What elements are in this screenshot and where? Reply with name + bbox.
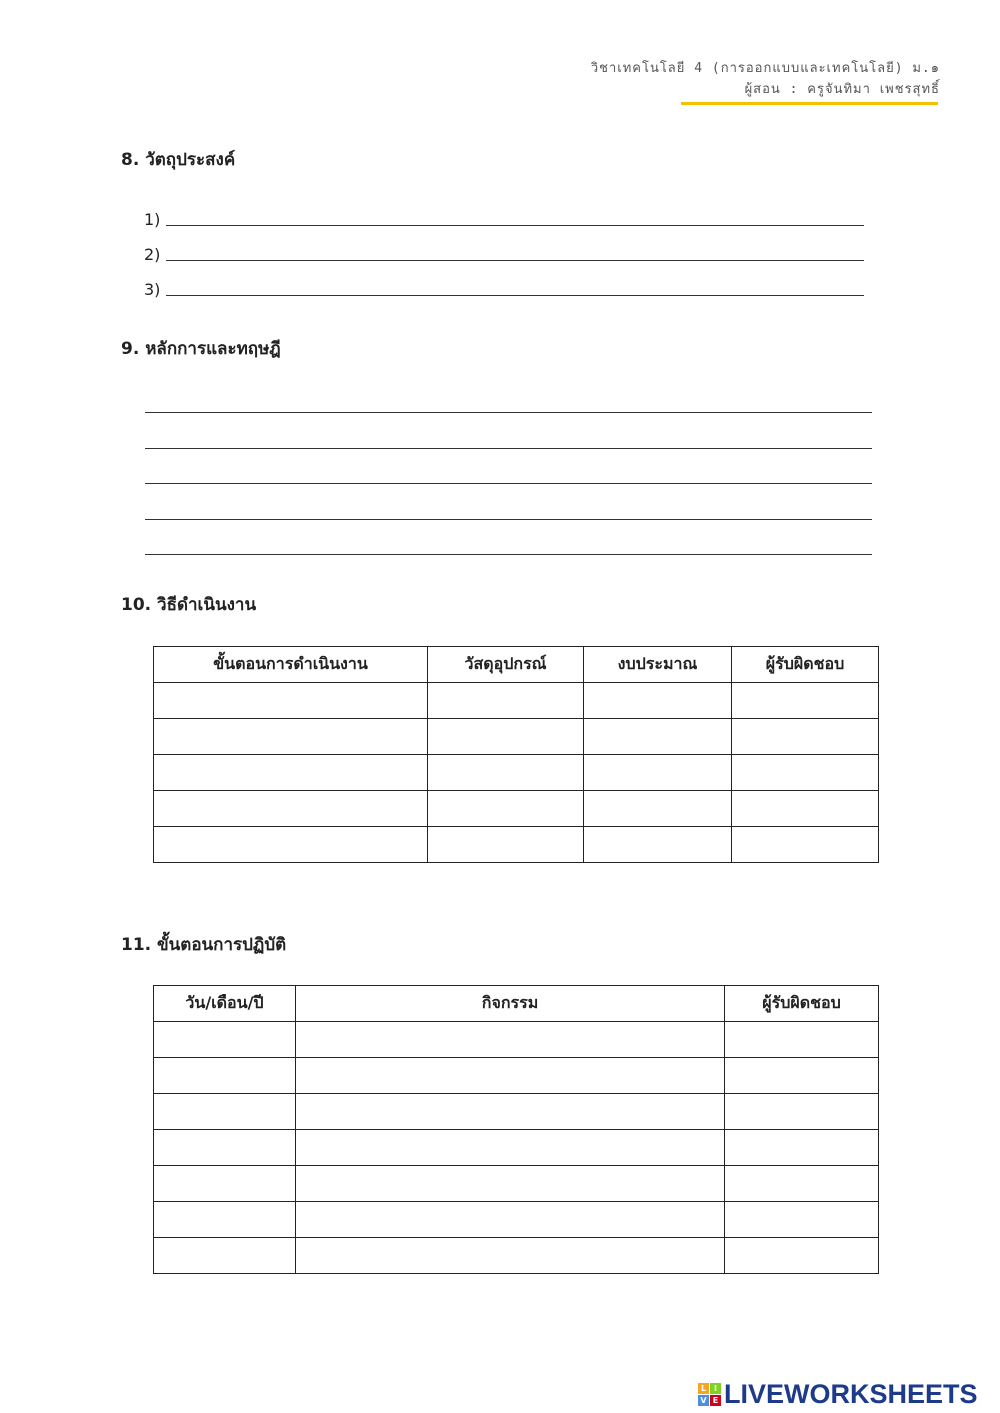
table-cell[interactable] <box>296 1166 725 1202</box>
objective-number: 2) <box>144 245 161 264</box>
column-header-responsible: ผู้รับผิดชอบ <box>732 647 879 683</box>
table-cell[interactable] <box>428 791 584 827</box>
table-cell[interactable] <box>154 683 428 719</box>
liveworksheets-wordmark: LIVEWORKSHEETS <box>724 1378 978 1409</box>
liveworksheets-logo[interactable] <box>698 1377 978 1411</box>
table-cell[interactable] <box>584 755 732 791</box>
table-cell[interactable] <box>296 1238 725 1274</box>
page-header <box>591 58 940 100</box>
table-cell[interactable] <box>428 827 584 863</box>
table-row <box>154 683 879 719</box>
column-header-responsible: ผู้รับผิดชอบ <box>725 986 879 1022</box>
table-cell[interactable] <box>154 791 428 827</box>
table-cell[interactable] <box>154 1130 296 1166</box>
table-cell[interactable] <box>154 827 428 863</box>
table-cell[interactable] <box>296 1022 725 1058</box>
column-header-steps: ขั้นตอนการดำเนินงาน <box>154 647 428 683</box>
table-cell[interactable] <box>428 755 584 791</box>
table-row <box>154 719 879 755</box>
table-header-row <box>154 986 879 1022</box>
column-header-materials: วัสดุอุปกรณ์ <box>428 647 584 683</box>
table-row <box>154 1130 879 1166</box>
table-cell[interactable] <box>732 755 879 791</box>
logo-letter: E <box>710 1395 721 1406</box>
column-header-activity: กิจกรรม <box>296 986 725 1022</box>
principles-input-line[interactable] <box>145 483 872 484</box>
objective-input-line[interactable] <box>166 259 864 261</box>
table-cell[interactable] <box>732 827 879 863</box>
table-row <box>154 1238 879 1274</box>
table-cell[interactable] <box>725 1022 879 1058</box>
section-procedure-title: 11. ขั้นตอนการปฏิบัติ <box>121 935 287 955</box>
logo-letter: I <box>710 1383 721 1394</box>
header-teacher: ผู้สอน : ครูจันทิมา เพชรสุทธิ์ <box>744 82 940 97</box>
table-cell[interactable] <box>428 719 584 755</box>
table-cell[interactable] <box>296 1130 725 1166</box>
table-row <box>154 827 879 863</box>
table-cell[interactable] <box>725 1202 879 1238</box>
procedure-table <box>153 985 879 1274</box>
table-cell[interactable] <box>154 1166 296 1202</box>
table-cell[interactable] <box>584 791 732 827</box>
table-cell[interactable] <box>732 719 879 755</box>
table-cell[interactable] <box>732 791 879 827</box>
section-objectives-title: 8. วัตถุประสงค์ <box>121 150 236 170</box>
table-cell[interactable] <box>584 827 732 863</box>
table-cell[interactable] <box>154 719 428 755</box>
table-row <box>154 1202 879 1238</box>
table-cell[interactable] <box>154 1094 296 1130</box>
table-cell[interactable] <box>296 1202 725 1238</box>
header-subject: วิชาเทคโนโลยี 4 (การออกแบบและเทคโนโลยี) ม.๑ <box>590 61 940 76</box>
logo-letter: V <box>698 1395 709 1406</box>
objective-line-2[interactable] <box>144 238 864 264</box>
table-cell[interactable] <box>154 1058 296 1094</box>
objective-number: 1) <box>144 210 161 229</box>
objective-number: 3) <box>144 280 161 299</box>
table-cell[interactable] <box>584 719 732 755</box>
objective-line-1[interactable] <box>144 203 864 229</box>
principles-input-line[interactable] <box>145 554 872 555</box>
table-cell[interactable] <box>428 683 584 719</box>
table-cell[interactable] <box>154 1238 296 1274</box>
table-cell[interactable] <box>732 683 879 719</box>
section-methods-title: 10. วิธีดำเนินงาน <box>121 595 257 615</box>
objective-input-line[interactable] <box>166 294 864 296</box>
table-row <box>154 791 879 827</box>
table-cell[interactable] <box>725 1058 879 1094</box>
column-header-budget: งบประมาณ <box>584 647 732 683</box>
methods-table <box>153 646 879 863</box>
table-cell[interactable] <box>725 1238 879 1274</box>
section-principles-title: 9. หลักการและทฤษฎี <box>121 339 281 359</box>
table-row <box>154 755 879 791</box>
table-row <box>154 1166 879 1202</box>
table-row <box>154 1022 879 1058</box>
table-cell[interactable] <box>154 1022 296 1058</box>
table-cell[interactable] <box>725 1166 879 1202</box>
table-cell[interactable] <box>154 755 428 791</box>
table-cell[interactable] <box>296 1094 725 1130</box>
table-cell[interactable] <box>725 1130 879 1166</box>
principles-input-line[interactable] <box>145 448 872 449</box>
objective-line-3[interactable] <box>144 273 864 299</box>
column-header-date: วัน/เดือน/ปี <box>154 986 296 1022</box>
logo-letter: L <box>698 1383 709 1394</box>
principles-input-line[interactable] <box>145 412 872 413</box>
table-cell[interactable] <box>725 1094 879 1130</box>
table-cell[interactable] <box>584 683 732 719</box>
header-underline <box>681 102 938 105</box>
table-row <box>154 1058 879 1094</box>
table-row <box>154 1094 879 1130</box>
table-header-row <box>154 647 879 683</box>
table-cell[interactable] <box>296 1058 725 1094</box>
objective-input-line[interactable] <box>166 224 864 226</box>
liveworksheets-icon <box>698 1383 721 1406</box>
principles-input-line[interactable] <box>145 519 872 520</box>
table-cell[interactable] <box>154 1202 296 1238</box>
